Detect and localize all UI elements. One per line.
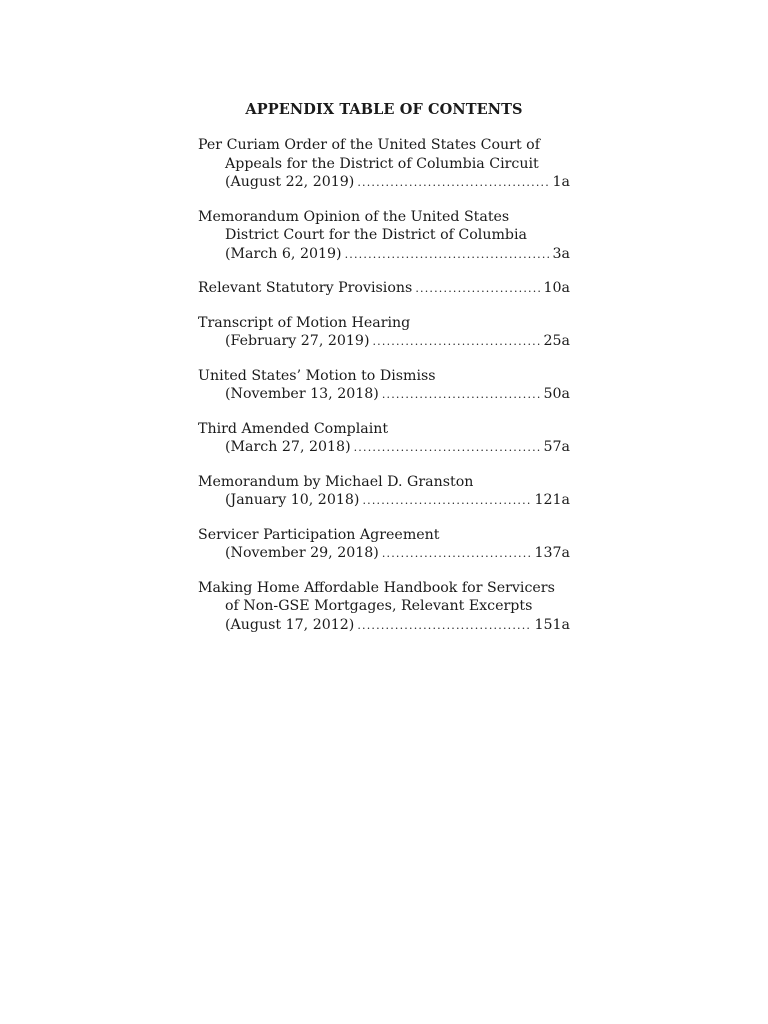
- entry-leader-line: [198, 616, 570, 635]
- toc-entry: [198, 473, 570, 510]
- entry-title: Relevant Statutory Provisions: [198, 280, 413, 296]
- toc-entry: [198, 526, 570, 563]
- page-number: 151a: [534, 616, 570, 633]
- entry-title-line: Memorandum by Michael D. Granston: [198, 473, 474, 490]
- dot-leader: [345, 246, 550, 264]
- toc-entry: [198, 136, 570, 192]
- entry-leader-line: [198, 279, 570, 298]
- entry-title-line: District Court for the District of Columbia: [225, 227, 528, 243]
- entry-date: (November 29, 2018): [225, 545, 379, 561]
- page-title: APPENDIX TABLE OF CONTENTS: [245, 101, 523, 118]
- dot-leader: [354, 439, 541, 457]
- dot-leader: [357, 617, 531, 635]
- page-number: 57a: [543, 439, 570, 455]
- toc-entry: [198, 314, 570, 351]
- dot-leader: [382, 545, 532, 563]
- entry-leader-line: [198, 385, 570, 404]
- dot-leader: [372, 333, 540, 351]
- page-number: 3a: [552, 245, 570, 262]
- dot-leader: [415, 280, 540, 298]
- entry-date: (November 13, 2018): [225, 386, 379, 402]
- entry-title-line: Memorandum Opinion of the United States: [198, 208, 510, 225]
- entry-date: (March 27, 2018): [225, 439, 351, 455]
- toc-entry: [198, 579, 570, 635]
- entry-title-line: Per Curiam Order of the United States Court of: [198, 137, 540, 153]
- dot-leader: [357, 174, 549, 192]
- entry-title-line: Third Amended Complaint: [198, 420, 389, 437]
- entry-leader-line: [198, 544, 570, 563]
- entry-date: (January 10, 2018): [225, 492, 360, 508]
- entry-leader-line: [198, 245, 570, 264]
- entry-date: (August 22, 2019): [225, 174, 355, 190]
- entry-leader-line: [198, 332, 570, 351]
- entry-leader-line: [198, 173, 570, 192]
- page-number: 121a: [534, 492, 570, 508]
- page-number: 10a: [543, 280, 570, 296]
- entry-title-line: Appeals for the District of Columbia Circuit: [225, 155, 539, 172]
- entry-date: (February 27, 2019): [225, 333, 370, 349]
- page-number: 50a: [543, 386, 570, 402]
- page-number: 25a: [543, 333, 570, 349]
- toc-entry: [198, 420, 570, 457]
- dot-leader: [362, 492, 531, 510]
- page-number: 1a: [552, 174, 570, 190]
- entry-leader-line: [198, 438, 570, 457]
- page-number: 137a: [534, 545, 570, 561]
- toc-entry: [198, 367, 570, 404]
- toc-entry: [198, 208, 570, 264]
- entry-title-line: of Non-GSE Mortgages, Relevant Excerpts: [225, 598, 533, 614]
- entry-date: (March 6, 2019): [225, 245, 342, 262]
- entry-title-line: United States’ Motion to Dismiss: [198, 367, 436, 384]
- entry-date: (August 17, 2012): [225, 616, 355, 633]
- entry-title-line: Transcript of Motion Hearing: [198, 314, 411, 331]
- table-of-contents: [198, 136, 570, 650]
- toc-entry: [198, 279, 570, 298]
- dot-leader: [382, 386, 541, 404]
- entry-title-line: Servicer Participation Agreement: [198, 526, 440, 543]
- entry-title-line: Making Home Affordable Handbook for Servicers: [198, 579, 555, 596]
- entry-leader-line: [198, 491, 570, 510]
